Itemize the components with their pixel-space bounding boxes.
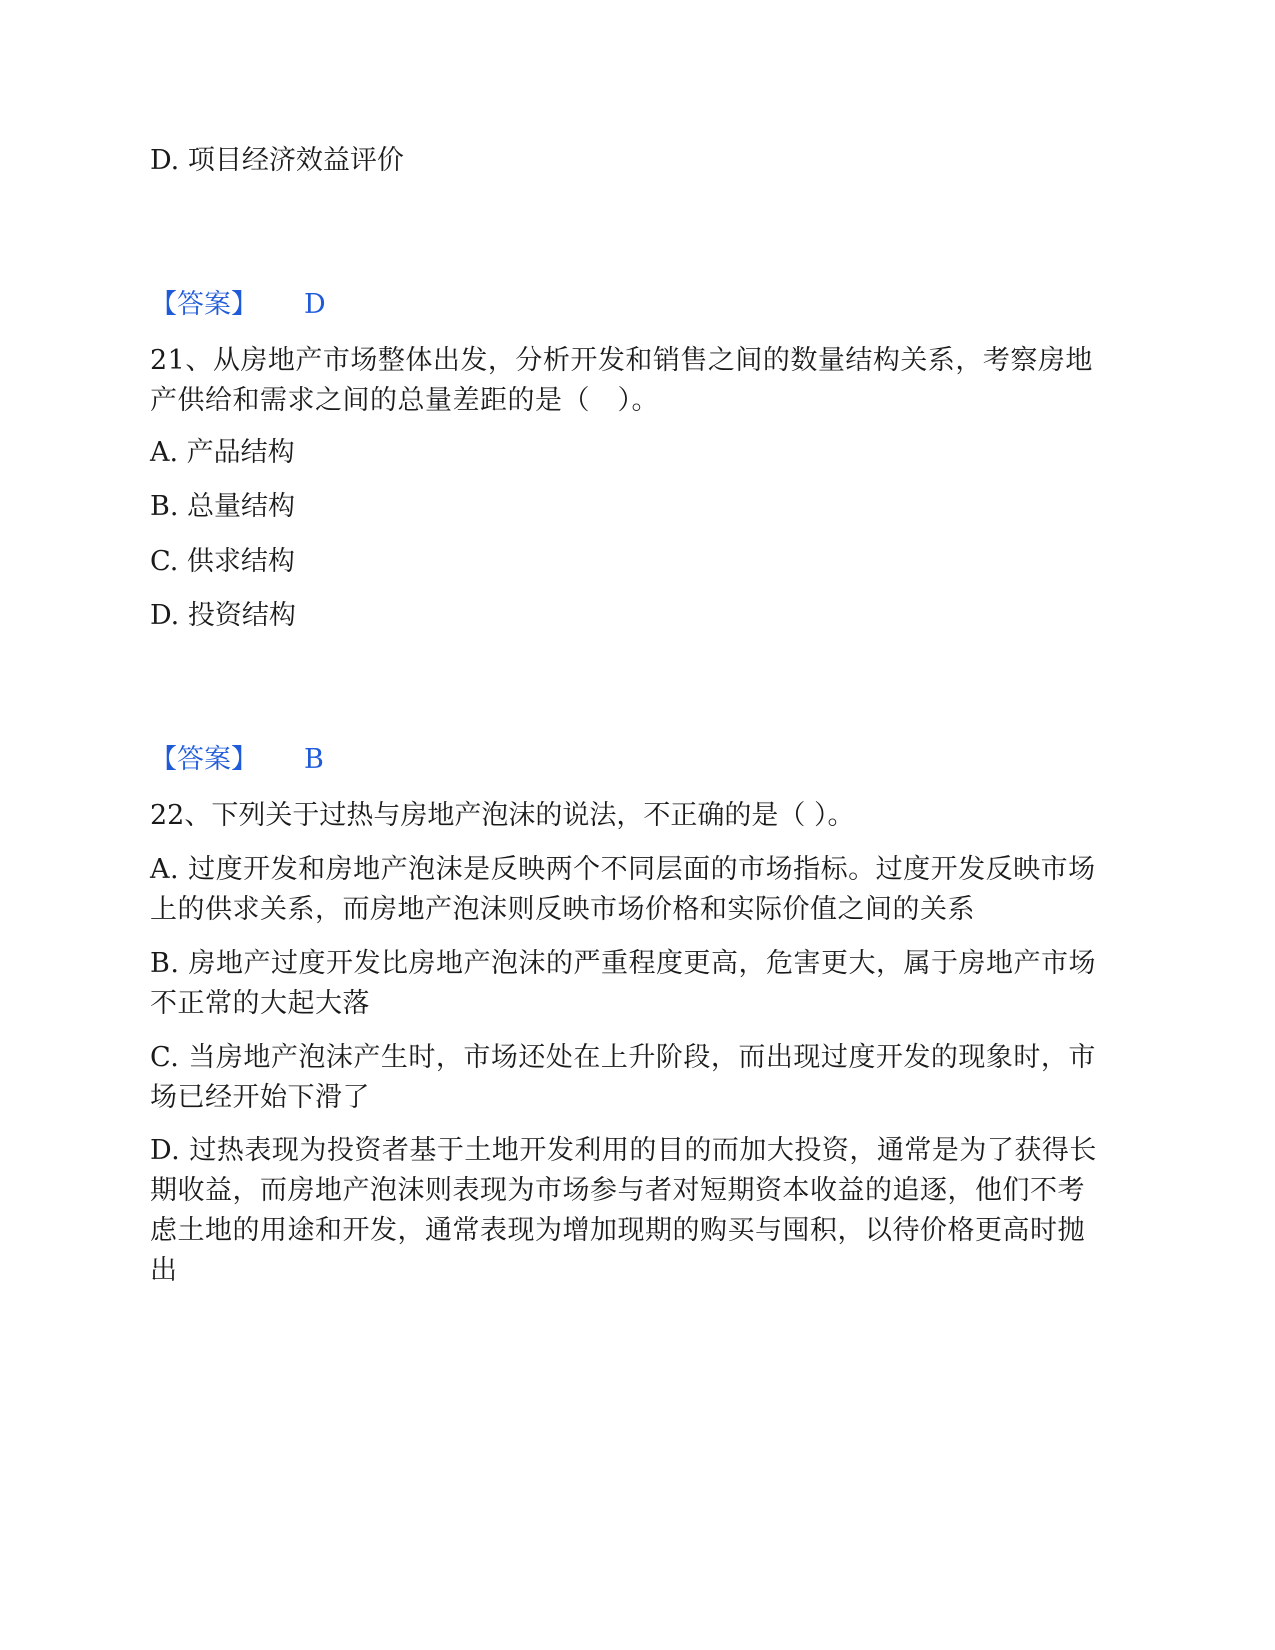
question-21-option-a: A. 产品结构 (150, 437, 295, 468)
answer-value: B (304, 744, 324, 775)
question-22-option-c: C. 当房地产泡沫产生时，市场还处在上升阶段，而出现过度开发的现象时，市场已经开始下滑了 (150, 1042, 1096, 1113)
question-22-stem: 22、下列关于过热与房地产泡沫的说法，不正确的是（ ）。 (150, 800, 855, 831)
prev-question-option-d: D. 项目经济效益评价 (150, 145, 404, 176)
answer-value: D (304, 289, 326, 320)
question-21-option-d: D. 投资结构 (150, 600, 296, 631)
question-21-stem: 21、从房地产市场整体出发，分析开发和销售之间的数量结构关系，考察房地产供给和需求之间的总量差距的是（ ）。 (150, 345, 1093, 416)
question-21-option-c: C. 供求结构 (150, 546, 295, 577)
answer-label: 【答案】 (150, 744, 258, 775)
answer-line-1 (150, 285, 326, 325)
answer-label: 【答案】 (150, 289, 258, 320)
question-21-option-b: B. 总量结构 (150, 491, 296, 522)
answer-line-2 (150, 740, 324, 780)
question-22-option-b: B. 房地产过度开发比房地产泡沫的严重程度更高，危害更大，属于房地产市场不正常的大起大落 (150, 948, 1097, 1019)
question-22-option-a: A. 过度开发和房地产泡沫是反映两个不同层面的市场指标。过度开发反映市场上的供求关系，而房地产泡沫则反映市场价格和实际价值之间的关系 (150, 854, 1096, 925)
question-22-option-d: D. 过热表现为投资者基于土地开发利用的目的而加大投资，通常是为了获得长期收益，而房地产泡沫则表现为市场参与者对短期资本收益的追逐，他们不考虑土地的用途和开发，通常表现为增加现期的购买与囤积，以待价格更高时抛出 (150, 1135, 1097, 1286)
